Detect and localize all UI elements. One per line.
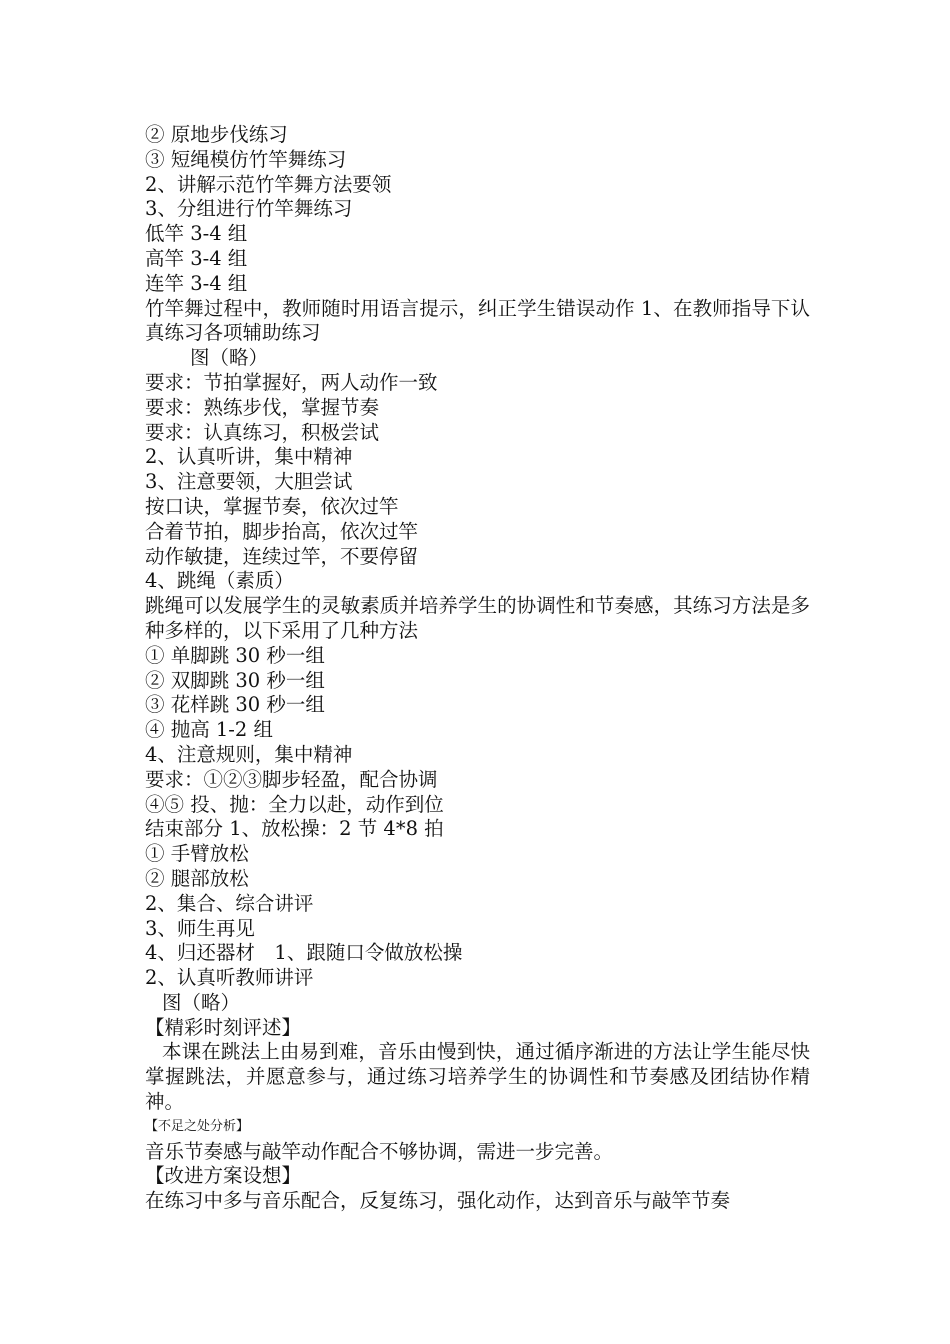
text-line: 3、师生再见 xyxy=(145,916,255,940)
document-page xyxy=(145,123,810,1214)
text-line: 按口诀，掌握节奏，依次过竿 xyxy=(145,494,399,518)
text-line: 2、集合、综合讲评 xyxy=(145,891,314,915)
text-line: 要求：节拍掌握好，两人动作一致 xyxy=(145,370,438,394)
paragraph: 竹竿舞过程中，教师随时用语言提示，纠正学生错误动作 1、在教师指导下认真练习各项辅助练习 xyxy=(145,296,810,345)
text-line: 2、认真听讲，集中精神 xyxy=(145,445,353,469)
text-line: 动作敏捷，连续过竿，不要停留 xyxy=(145,544,419,568)
text-line: 要求：熟练步伐，掌握节奏 xyxy=(145,395,380,419)
text-line: ② 原地步伐练习 xyxy=(145,123,288,146)
text-line: 音乐节奏感与敲竿动作配合不够协调，需进一步完善。 xyxy=(145,1139,614,1163)
text-line: 4、归还器材 1、跟随口令做放松操 xyxy=(145,941,463,965)
paragraph: 本课在跳法上由易到难，音乐由慢到快，通过循序渐进的方法让学生能尽快掌握跳法，并愿意参与，通过练习培养学生的协调性和节奏感及团结协作精神。 xyxy=(145,1040,810,1114)
text-line: 要求：认真练习，积极尝试 xyxy=(145,420,380,444)
text-line: 结束部分 1、放松操：2 节 4*8 拍 xyxy=(145,817,444,841)
text-line: ① 单脚跳 30 秒一组 xyxy=(145,643,325,667)
text-line: 高竿 3-4 组 xyxy=(145,246,248,270)
figure-placeholder: 图（略） xyxy=(190,346,269,370)
text-line: ① 手臂放松 xyxy=(145,842,249,866)
text-line: ④ 抛高 1-2 组 xyxy=(145,718,273,742)
text-line: 在练习中多与音乐配合，反复练习，强化动作，达到音乐与敲竿节奏 xyxy=(145,1189,731,1213)
text-line: 4、跳绳（素质） xyxy=(145,569,294,593)
section-heading: 【不足之处分析】 xyxy=(145,1118,250,1134)
text-line: 2、讲解示范竹竿舞方法要领 xyxy=(145,172,392,196)
section-heading: 【改进方案设想】 xyxy=(145,1164,302,1188)
section-heading: 【精彩时刻评述】 xyxy=(145,1015,302,1039)
text-line: ② 腿部放松 xyxy=(145,866,249,890)
text-line: ② 双脚跳 30 秒一组 xyxy=(145,668,325,692)
text-line: 4、注意规则，集中精神 xyxy=(145,742,353,766)
text-line: 合着节拍，脚步抬高，依次过竿 xyxy=(145,519,419,543)
text-line: 3、分组进行竹竿舞练习 xyxy=(145,197,353,221)
text-line: 2、认真听教师讲评 xyxy=(145,966,314,990)
text-line: ④⑤ 投、抛：全力以赴，动作到位 xyxy=(145,792,444,816)
text-line: 3、注意要领，大胆尝试 xyxy=(145,470,353,494)
text-line: ③ 花样跳 30 秒一组 xyxy=(145,693,325,717)
text-line: 连竿 3-4 组 xyxy=(145,271,248,295)
text-line: 低竿 3-4 组 xyxy=(145,222,248,246)
paragraph: 跳绳可以发展学生的灵敏素质并培养学生的协调性和节奏感，其练习方法是多种多样的，以下采用了几种方法 xyxy=(145,594,810,642)
text-line: 要求：①②③脚步轻盈，配合协调 xyxy=(145,767,438,791)
figure-placeholder: 图（略） xyxy=(162,990,241,1014)
text-line: ③ 短绳模仿竹竿舞练习 xyxy=(145,147,347,171)
